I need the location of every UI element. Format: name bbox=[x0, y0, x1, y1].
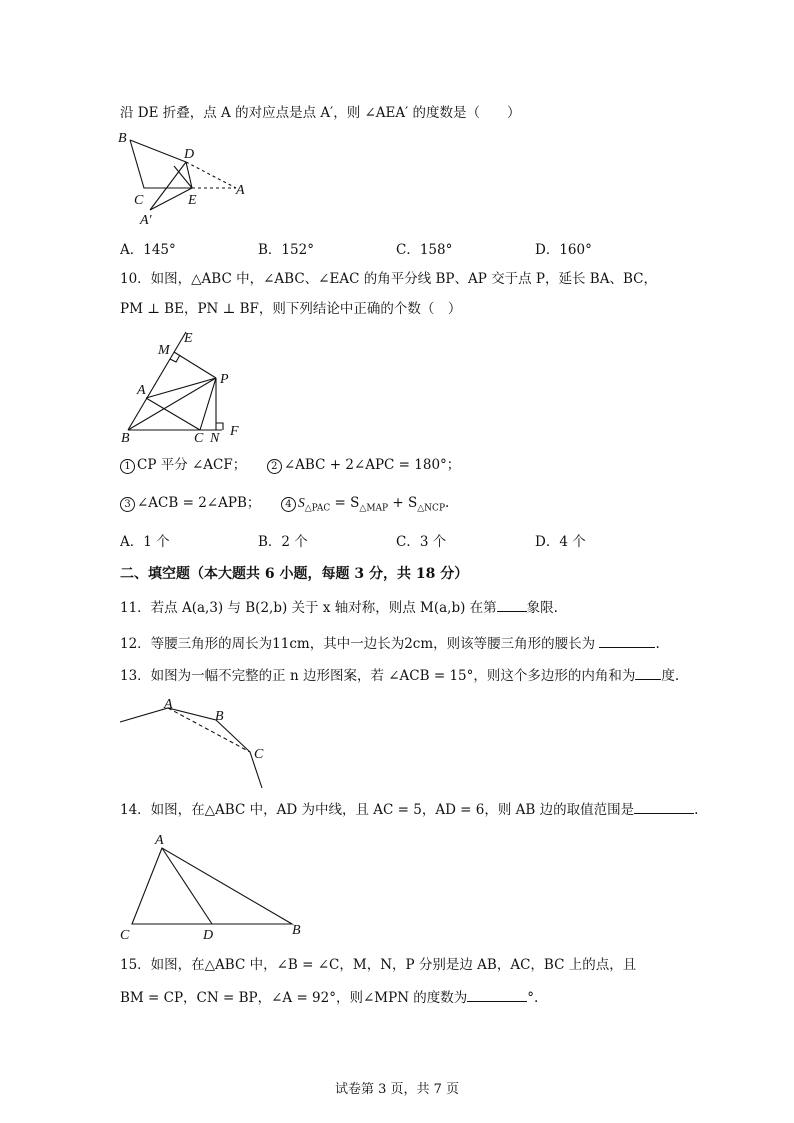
q10-right-angle-n bbox=[216, 423, 223, 430]
q10-stem-line1: 10．如图，△ABC 中，∠ABC、∠EAC 的角平分线 BP、AP 交于点 P，延长 BA、BC， bbox=[120, 271, 657, 287]
q10-option-c: C．3 个 bbox=[396, 534, 447, 550]
q10-option-d: D．4 个 bbox=[535, 534, 586, 550]
q9-label-c: C bbox=[134, 193, 144, 208]
q9-option-d: D．160° bbox=[535, 242, 592, 258]
q14-text-end: . bbox=[694, 802, 699, 818]
q15-answer-blank[interactable] bbox=[467, 988, 527, 1002]
q14-label-c: C bbox=[120, 928, 130, 943]
q10-option-a: A．1 个 bbox=[120, 534, 170, 550]
q12-answer-blank[interactable] bbox=[599, 634, 655, 648]
q9-option-a: A．145° bbox=[120, 242, 176, 258]
q13-label-b: B bbox=[215, 709, 224, 724]
q14-triangle bbox=[132, 848, 292, 924]
q13-answer-blank[interactable] bbox=[635, 666, 661, 680]
q9-da1 bbox=[150, 162, 186, 210]
q9-label-a-prime: A′ bbox=[140, 213, 152, 228]
circle-number-3: 3 bbox=[120, 497, 135, 512]
q9-label-e: E bbox=[188, 193, 197, 208]
q14-label-b: B bbox=[292, 923, 301, 938]
q13-label-a: A bbox=[164, 697, 173, 712]
q9-label-d: D bbox=[184, 147, 195, 162]
q10-conclusions-row2 bbox=[120, 494, 449, 518]
q10-options bbox=[120, 530, 680, 548]
q10-option-b: B．2 个 bbox=[258, 534, 308, 550]
q11 bbox=[120, 598, 558, 617]
q14-median-ad bbox=[162, 848, 212, 924]
q10-conclusion-2: ∠ABC + 2∠APC = 180°； bbox=[283, 457, 461, 473]
q13-text-end: 度. bbox=[661, 668, 680, 684]
q9-figure bbox=[112, 126, 262, 234]
q13-figure bbox=[112, 694, 282, 798]
q9-da-dashed bbox=[186, 162, 236, 188]
q9-label-a: A bbox=[236, 183, 245, 198]
q10-label-a: A bbox=[137, 383, 146, 398]
q12-text-end: . bbox=[655, 636, 660, 652]
q10-label-f: F bbox=[230, 424, 239, 439]
q9-stem: 沿 DE 折叠，点 A 的对应点是点 A′，则 ∠AEA′ 的度数是（ ） bbox=[120, 105, 521, 121]
q13-label-c: C bbox=[254, 747, 264, 762]
q13-ac-dashed bbox=[168, 708, 250, 752]
q15-line1: 15．如图，在△ABC 中，∠B = ∠C，M，N，P 分别是边 AB，AC，BC 上的点，且 bbox=[120, 957, 637, 973]
q13-text: 13．如图为一幅不完整的正 n 边形图案，若 ∠ACB = 15°，则这个多边形的内角和为 bbox=[120, 668, 636, 684]
q9-label-b: B bbox=[118, 131, 127, 146]
q10-line-be bbox=[128, 332, 186, 430]
q9-ea1 bbox=[150, 188, 192, 210]
circle-number-1: 1 bbox=[120, 459, 135, 474]
q14-figure bbox=[112, 828, 312, 948]
q10-figure bbox=[112, 326, 252, 452]
q13 bbox=[120, 666, 679, 685]
circle-number-4: 4 bbox=[281, 497, 296, 512]
q10-label-n: N bbox=[210, 431, 220, 446]
q15-text: BM = CP，CN = BP，∠A = 92°，则∠MPN 的度数为 bbox=[120, 990, 468, 1006]
q15-line2 bbox=[120, 988, 538, 1007]
q14-text: 14．如图，在△ABC 中，AD 为中线，且 AC = 5，AD = 6，则 AB 边的取值范围是 bbox=[120, 802, 635, 818]
q13-polygon-edges bbox=[120, 708, 262, 788]
q12 bbox=[120, 634, 660, 653]
q12-text: 12．等腰三角形的周长为11cm，其中一边长为2cm，则该等腰三角形的腰长为 bbox=[120, 636, 596, 652]
q9-option-b: B．152° bbox=[258, 242, 314, 258]
q10-stem-line2: PM ⊥ BE，PN ⊥ BF，则下列结论中正确的个数（ ） bbox=[120, 301, 462, 317]
q9-quad bbox=[130, 140, 195, 188]
q11-answer-blank[interactable] bbox=[497, 598, 527, 612]
q14-answer-blank[interactable] bbox=[634, 800, 694, 814]
q10-label-c: C bbox=[194, 431, 204, 446]
section-heading-fill-in: 二、填空题（本大题共 6 小题，每题 3 分，共 18 分） bbox=[120, 566, 469, 582]
q9-option-c: C．158° bbox=[396, 242, 453, 258]
page-footer: 试卷第 3 页，共 7 页 bbox=[334, 1082, 460, 1097]
q11-text: 11．若点 A(a,3) 与 B(2,b) 关于 x 轴对称，则点 M(a,b) 在第 bbox=[120, 600, 497, 616]
q10-label-b: B bbox=[121, 431, 130, 446]
q10-label-m: M bbox=[158, 343, 170, 358]
q14 bbox=[120, 800, 698, 819]
q14-label-a: A bbox=[155, 833, 164, 848]
q10-conclusion-4: $S_{\triangle PAC} = S_{\triangle MAP} + S_{\triangle NCP}$. bbox=[297, 495, 450, 514]
q9-options bbox=[120, 238, 680, 256]
q11-text-end: 象限. bbox=[526, 600, 558, 616]
q10-label-p: P bbox=[220, 372, 229, 387]
q15-text-end: °. bbox=[527, 990, 539, 1006]
q10-conclusion-3: ∠ACB = 2∠APB； bbox=[137, 495, 261, 511]
circle-number-2: 2 bbox=[267, 459, 282, 474]
q10-conclusion-1: CP 平分 ∠ACF； bbox=[137, 457, 247, 473]
q10-label-e: E bbox=[184, 331, 193, 346]
q14-label-d: D bbox=[203, 928, 214, 943]
q10-conclusions-row1 bbox=[120, 456, 460, 474]
